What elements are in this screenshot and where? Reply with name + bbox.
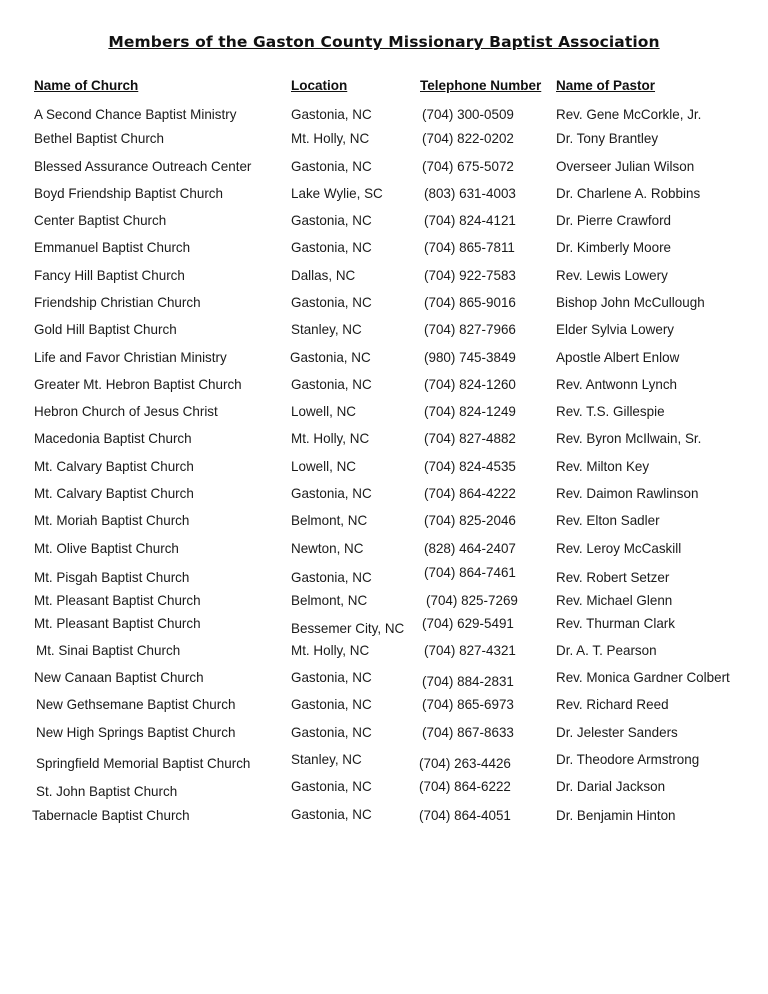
cell-location: Bessemer City, NC [291, 620, 405, 636]
cell-pastor: Overseer Julian Wilson [556, 158, 695, 174]
cell-phone: (704) 864-6222 [419, 778, 511, 794]
cell-church: A Second Chance Baptist Ministry [34, 106, 237, 122]
cell-phone: (828) 464-2407 [424, 540, 516, 556]
cell-location: Belmont, NC [291, 512, 368, 528]
page-title: Members of the Gaston County Missionary Baptist Association [108, 33, 660, 51]
cell-phone: (704) 822-0202 [422, 130, 514, 146]
cell-phone: (704) 825-7269 [426, 592, 518, 608]
cell-church: Mt. Calvary Baptist Church [34, 485, 194, 501]
cell-phone: (704) 263-4426 [419, 755, 511, 771]
cell-location: Gastonia, NC [291, 212, 372, 228]
cell-phone: (704) 865-7811 [424, 239, 515, 255]
cell-location: Gastonia, NC [291, 158, 372, 174]
cell-pastor: Rev. T.S. Gillespie [556, 403, 665, 419]
cell-location: Newton, NC [291, 540, 364, 556]
cell-location: Gastonia, NC [291, 569, 372, 585]
cell-phone: (704) 824-4121 [424, 212, 516, 228]
cell-location: Gastonia, NC [291, 696, 372, 712]
cell-church: Mt. Calvary Baptist Church [34, 458, 194, 474]
cell-location: Gastonia, NC [291, 239, 372, 255]
cell-pastor: Dr. Tony Brantley [556, 130, 659, 146]
cell-location: Belmont, NC [291, 592, 368, 608]
cell-pastor: Rev. Lewis Lowery [556, 267, 668, 283]
cell-location: Gastonia, NC [291, 806, 372, 822]
cell-pastor: Rev. Elton Sadler [556, 512, 660, 528]
cell-location: Mt. Holly, NC [291, 130, 370, 146]
cell-pastor: Rev. Gene McCorkle, Jr. [556, 106, 702, 122]
cell-church: Springfield Memorial Baptist Church [36, 755, 251, 771]
cell-phone: (704) 300-0509 [422, 106, 514, 122]
cell-phone: (704) 827-4882 [424, 430, 516, 446]
cell-church: Tabernacle Baptist Church [32, 807, 190, 823]
cell-phone: (704) 884-2831 [422, 673, 514, 689]
cell-pastor: Dr. A. T. Pearson [556, 642, 657, 658]
cell-phone: (704) 864-4222 [424, 485, 516, 501]
cell-church: St. John Baptist Church [36, 783, 178, 799]
cell-location: Gastonia, NC [291, 724, 372, 740]
cell-church: Mt. Pleasant Baptist Church [34, 592, 201, 608]
cell-pastor: Dr. Charlene A. Robbins [556, 185, 701, 201]
cell-phone: (704) 629-5491 [422, 615, 514, 631]
cell-church: Boyd Friendship Baptist Church [34, 185, 223, 201]
column-header-location: Location [291, 78, 348, 93]
cell-phone: (980) 745-3849 [424, 349, 516, 365]
cell-pastor: Dr. Kimberly Moore [556, 239, 672, 255]
cell-location: Mt. Holly, NC [291, 430, 370, 446]
cell-church: New High Springs Baptist Church [36, 724, 236, 740]
cell-church: Mt. Sinai Baptist Church [36, 642, 181, 658]
cell-pastor: Dr. Theodore Armstrong [556, 751, 700, 767]
cell-location: Gastonia, NC [291, 294, 372, 310]
cell-pastor: Bishop John McCullough [556, 294, 705, 310]
cell-church: Mt. Moriah Baptist Church [34, 512, 190, 528]
cell-pastor: Dr. Benjamin Hinton [556, 807, 676, 823]
cell-location: Mt. Holly, NC [291, 642, 370, 658]
cell-phone: (704) 825-2046 [424, 512, 516, 528]
cell-phone: (704) 824-1249 [424, 403, 516, 419]
cell-pastor: Dr. Jelester Sanders [556, 724, 678, 740]
cell-pastor: Rev. Leroy McCaskill [556, 540, 682, 556]
cell-pastor: Rev. Byron McIlwain, Sr. [556, 430, 702, 446]
cell-church: Life and Favor Christian Ministry [34, 349, 227, 365]
cell-phone: (704) 867-8633 [422, 724, 514, 740]
cell-church: Mt. Olive Baptist Church [34, 540, 179, 556]
cell-church: Mt. Pleasant Baptist Church [34, 615, 201, 631]
cell-church: New Canaan Baptist Church [34, 669, 204, 685]
cell-location: Stanley, NC [291, 751, 362, 767]
cell-phone: (704) 827-4321 [424, 642, 516, 658]
cell-phone: (704) 865-6973 [422, 696, 514, 712]
cell-church: Friendship Christian Church [34, 294, 201, 310]
cell-pastor: Rev. Daimon Rawlinson [556, 485, 699, 501]
cell-location: Stanley, NC [291, 321, 362, 337]
cell-church: Fancy Hill Baptist Church [34, 267, 185, 283]
cell-pastor: Rev. Monica Gardner Colbert [556, 669, 730, 685]
column-header-pastor: Name of Pastor [556, 78, 656, 93]
cell-church: Mt. Pisgah Baptist Church [34, 569, 190, 585]
cell-pastor: Rev. Michael Glenn [556, 592, 673, 608]
cell-church: Macedonia Baptist Church [34, 430, 192, 446]
cell-pastor: Dr. Darial Jackson [556, 778, 666, 794]
cell-phone: (704) 922-7583 [424, 267, 516, 283]
cell-church: Gold Hill Baptist Church [34, 321, 177, 337]
cell-pastor: Rev. Milton Key [556, 458, 650, 474]
cell-phone: (704) 864-4051 [419, 807, 511, 823]
cell-pastor: Dr. Pierre Crawford [556, 212, 672, 228]
cell-church: Hebron Church of Jesus Christ [34, 403, 218, 419]
column-header-church: Name of Church [34, 78, 139, 93]
cell-phone: (704) 824-4535 [424, 458, 516, 474]
cell-location: Gastonia, NC [291, 778, 372, 794]
cell-church: Greater Mt. Hebron Baptist Church [34, 376, 242, 392]
cell-location: Gastonia, NC [290, 349, 371, 365]
cell-church: Center Baptist Church [34, 212, 167, 228]
cell-church: Blessed Assurance Outreach Center [34, 158, 252, 174]
cell-location: Lake Wylie, SC [291, 185, 383, 201]
cell-pastor: Rev. Thurman Clark [556, 615, 676, 631]
cell-pastor: Rev. Richard Reed [556, 696, 669, 712]
cell-phone: (803) 631-4003 [424, 185, 516, 201]
cell-pastor: Elder Sylvia Lowery [556, 321, 675, 337]
cell-location: Dallas, NC [291, 267, 356, 283]
cell-phone: (704) 865-9016 [424, 294, 516, 310]
column-header-phone: Telephone Number [420, 78, 542, 93]
cell-location: Gastonia, NC [291, 106, 372, 122]
cell-location: Lowell, NC [291, 458, 356, 474]
cell-pastor: Rev. Antwonn Lynch [556, 376, 678, 392]
cell-phone: (704) 675-5072 [422, 158, 514, 174]
cell-church: New Gethsemane Baptist Church [36, 696, 236, 712]
cell-church: Bethel Baptist Church [34, 130, 164, 146]
cell-location: Gastonia, NC [291, 376, 372, 392]
cell-church: Emmanuel Baptist Church [34, 239, 191, 255]
cell-pastor: Apostle Albert Enlow [556, 349, 680, 365]
cell-location: Gastonia, NC [291, 485, 372, 501]
cell-phone: (704) 824-1260 [424, 376, 516, 392]
cell-location: Gastonia, NC [291, 669, 372, 685]
cell-phone: (704) 827-7966 [424, 321, 516, 337]
cell-phone: (704) 864-7461 [424, 564, 516, 580]
cell-location: Lowell, NC [291, 403, 356, 419]
cell-pastor: Rev. Robert Setzer [556, 569, 670, 585]
